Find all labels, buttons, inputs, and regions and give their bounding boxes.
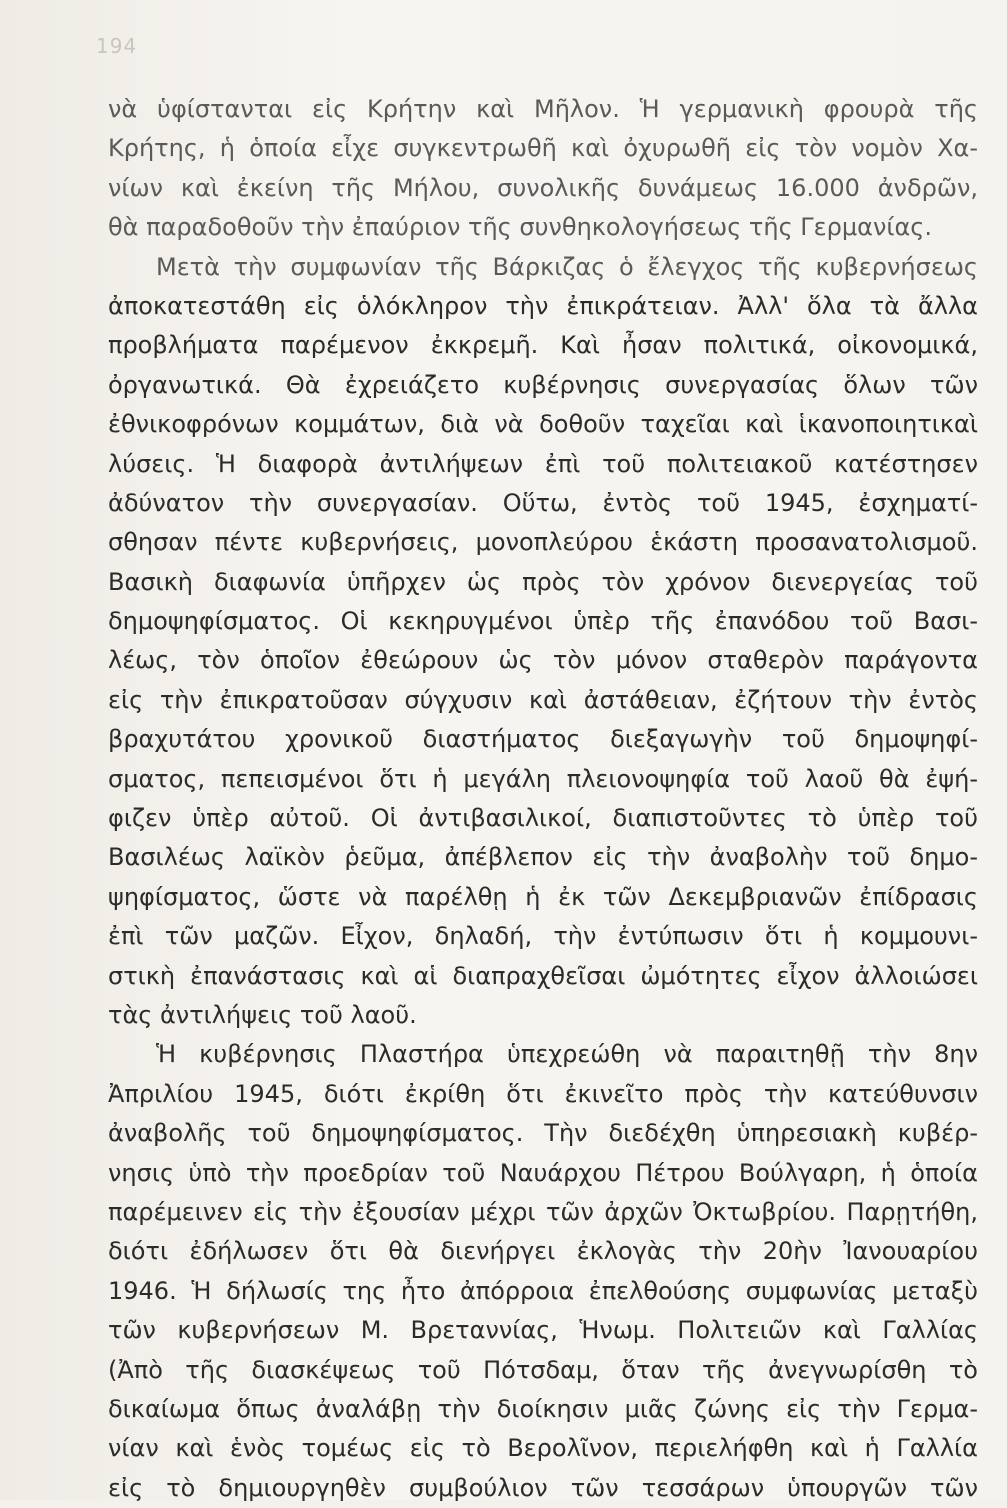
- text-line: (Ἀπὸ τῆς διασκέψεως τοῦ Πότσδαμ, ὅταν τῆς ἀνεγνωρίσθη τὸ: [108, 1355, 978, 1384]
- text-line: στικὴ ἐπανάστασις καὶ αἱ διαπραχθεῖσαι ὠμότητες εἶχον ἀλλοιώσει: [108, 961, 978, 990]
- text-line: Βασιλέως λαϊκὸν ῥεῦμα, ἀπέβλεπον εἰς τὴν ἀναβολὴν τοῦ δημο-: [108, 843, 978, 872]
- text-line: προβλήματα παρέμενον ἐκκρεμῆ. Καὶ ἦσαν πολιτικά, οἰκονομικά,: [108, 331, 978, 360]
- text-line: νησις ὑπὸ τὴν προεδρίαν τοῦ Ναυάρχου Πέτρου Βούλγαρη, ἡ ὁποία: [108, 1158, 978, 1187]
- text-line: ἀδύνατον τὴν συνεργασίαν. Οὕτω, ἐντὸς τοῦ 1945, ἐσχηματί-: [108, 488, 978, 517]
- text-line: διότι ἐδήλωσεν ὅτι θὰ διενήργει ἐκλογὰς τὴν 20ὴν Ἰανουαρίου: [108, 1237, 978, 1266]
- text-line: λύσεις. Ἡ διαφορὰ ἀντιλήψεων ἐπὶ τοῦ πολιτειακοῦ κατέστησεν: [108, 449, 978, 478]
- text-line: σθησαν πέντε κυβερνήσεις, μονοπλεύρου ἑκάστη προσανατολισμοῦ.: [108, 528, 978, 557]
- paragraph-start-line: Ἡ κυβέρνησις Πλαστήρα ὑπεχρεώθη νὰ παραιτηθῇ τὴν 8ην: [156, 1040, 978, 1069]
- text-line: λέως, τὸν ὁποῖον ἐθεώρουν ὡς τὸν μόνον σταθερὸν παράγοντα: [108, 646, 978, 675]
- text-line: τὰς ἀντιλήψεις τοῦ λαοῦ.: [108, 1000, 417, 1029]
- text-line: σματος, πεπεισμένοι ὅτι ἡ μεγάλη πλειονοψηφία τοῦ λαοῦ θὰ ἐψή-: [108, 764, 978, 793]
- text-line: δημοψηφίσματος. Οἱ κεκηρυγμένοι ὑπὲρ τῆς ἐπανόδου τοῦ Βασι-: [108, 607, 978, 636]
- text-line: νίων καὶ ἐκείνη τῆς Μήλου, συνολικῆς δυνάμεως 16.000 ἀνδρῶν,: [108, 173, 978, 202]
- text-line: φιζεν ὑπὲρ αὐτοῦ. Οἱ ἀντιβασιλικοί, διαπιστοῦντες τὸ ὑπὲρ τοῦ: [108, 804, 978, 833]
- text-line: παρέμεινεν εἰς τὴν ἐξουσίαν μέχρι τῶν ἀρχῶν Ὀκτωβρίου. Παρῃτήθη,: [108, 1197, 978, 1226]
- text-line: ἐθνικοφρόνων κομμάτων, διὰ νὰ δοθοῦν ταχεῖαι καὶ ἱκανοποιητικαὶ: [108, 410, 978, 439]
- page-number: 194: [96, 34, 138, 58]
- text-line: δικαίωμα ὅπως ἀναλάβῃ τὴν διοίκησιν μιᾶς ζώνης εἰς τὴν Γερμα-: [108, 1394, 978, 1423]
- text-line: Κρήτης, ἡ ὁποία εἶχε συγκεντρωθῆ καὶ ὀχυρωθῆ εἰς τὸν νομὸν Χα-: [108, 134, 978, 163]
- text-line: ἀναβολῆς τοῦ δημοψηφίσματος. Τὴν διεδέχθη ὑπηρεσιακὴ κυβέρ-: [108, 1119, 978, 1148]
- text-line: ἀποκατεστάθη εἰς ὁλόκληρον τὴν ἐπικράτειαν. Ἀλλ' ὅλα τὰ ἄλλα: [108, 291, 978, 320]
- text-line: 1946. Ἡ δήλωσίς της ἦτο ἀπόρροια ἐπελθούσης συμφωνίας μεταξὺ: [108, 1276, 978, 1305]
- text-line: εἰς τὸ δημιουργηθὲν συμβούλιον τῶν τεσσάρων ὑπουργῶν τῶν: [108, 1473, 978, 1502]
- body-text: [108, 90, 978, 1508]
- text-line: νίαν καὶ ἑνὸς τομέως εἰς τὸ Βερολῖνον, περιελήφθη καὶ ἡ Γαλλία: [108, 1434, 978, 1463]
- text-line: Βασικὴ διαφωνία ὑπῆρχεν ὡς πρὸς τὸν χρόνον διενεργείας τοῦ: [108, 567, 978, 596]
- text-line: Ἀπριλίου 1945, διότι ἐκρίθη ὅτι ἐκινεῖτο πρὸς τὴν κατεύθυνσιν: [108, 1079, 978, 1108]
- paragraph-start-line: Μετὰ τὴν συμφωνίαν τῆς Βάρκιζας ὁ ἔλεγχος τῆς κυβερνήσεως: [156, 252, 978, 281]
- text-line: εἰς τὴν ἐπικρατοῦσαν σύγχυσιν καὶ ἀστάθειαν, ἐζήτουν τὴν ἐντὸς: [108, 685, 978, 714]
- text-line: νὰ ὑφίστανται εἰς Κρήτην καὶ Μῆλον. Ἡ γερμανικὴ φρουρὰ τῆς: [108, 95, 978, 123]
- text-line: βραχυτάτου χρονικοῦ διαστήματος διεξαγωγὴν τοῦ δημοψηφί-: [108, 725, 978, 754]
- text-line: ψηφίσματος, ὥστε νὰ παρέλθῃ ἡ ἐκ τῶν Δεκεμβριανῶν ἐπίδρασις: [108, 882, 978, 911]
- text-line: ἐπὶ τῶν μαζῶν. Εἶχον, δηλαδή, τὴν ἐντύπωσιν ὅτι ἡ κομμουνι-: [108, 922, 978, 951]
- text-line: θὰ παραδοθοῦν τὴν ἐπαύριον τῆς συνθηκολογήσεως τῆς Γερμανίας.: [108, 213, 933, 242]
- text-line: ὀργανωτικά. Θὰ ἐχρειάζετο κυβέρνησις συνεργασίας ὅλων τῶν: [108, 370, 978, 399]
- text-line: τῶν κυβερνήσεων Μ. Βρεταννίας, Ἡνωμ. Πολιτειῶν καὶ Γαλλίας: [108, 1316, 978, 1345]
